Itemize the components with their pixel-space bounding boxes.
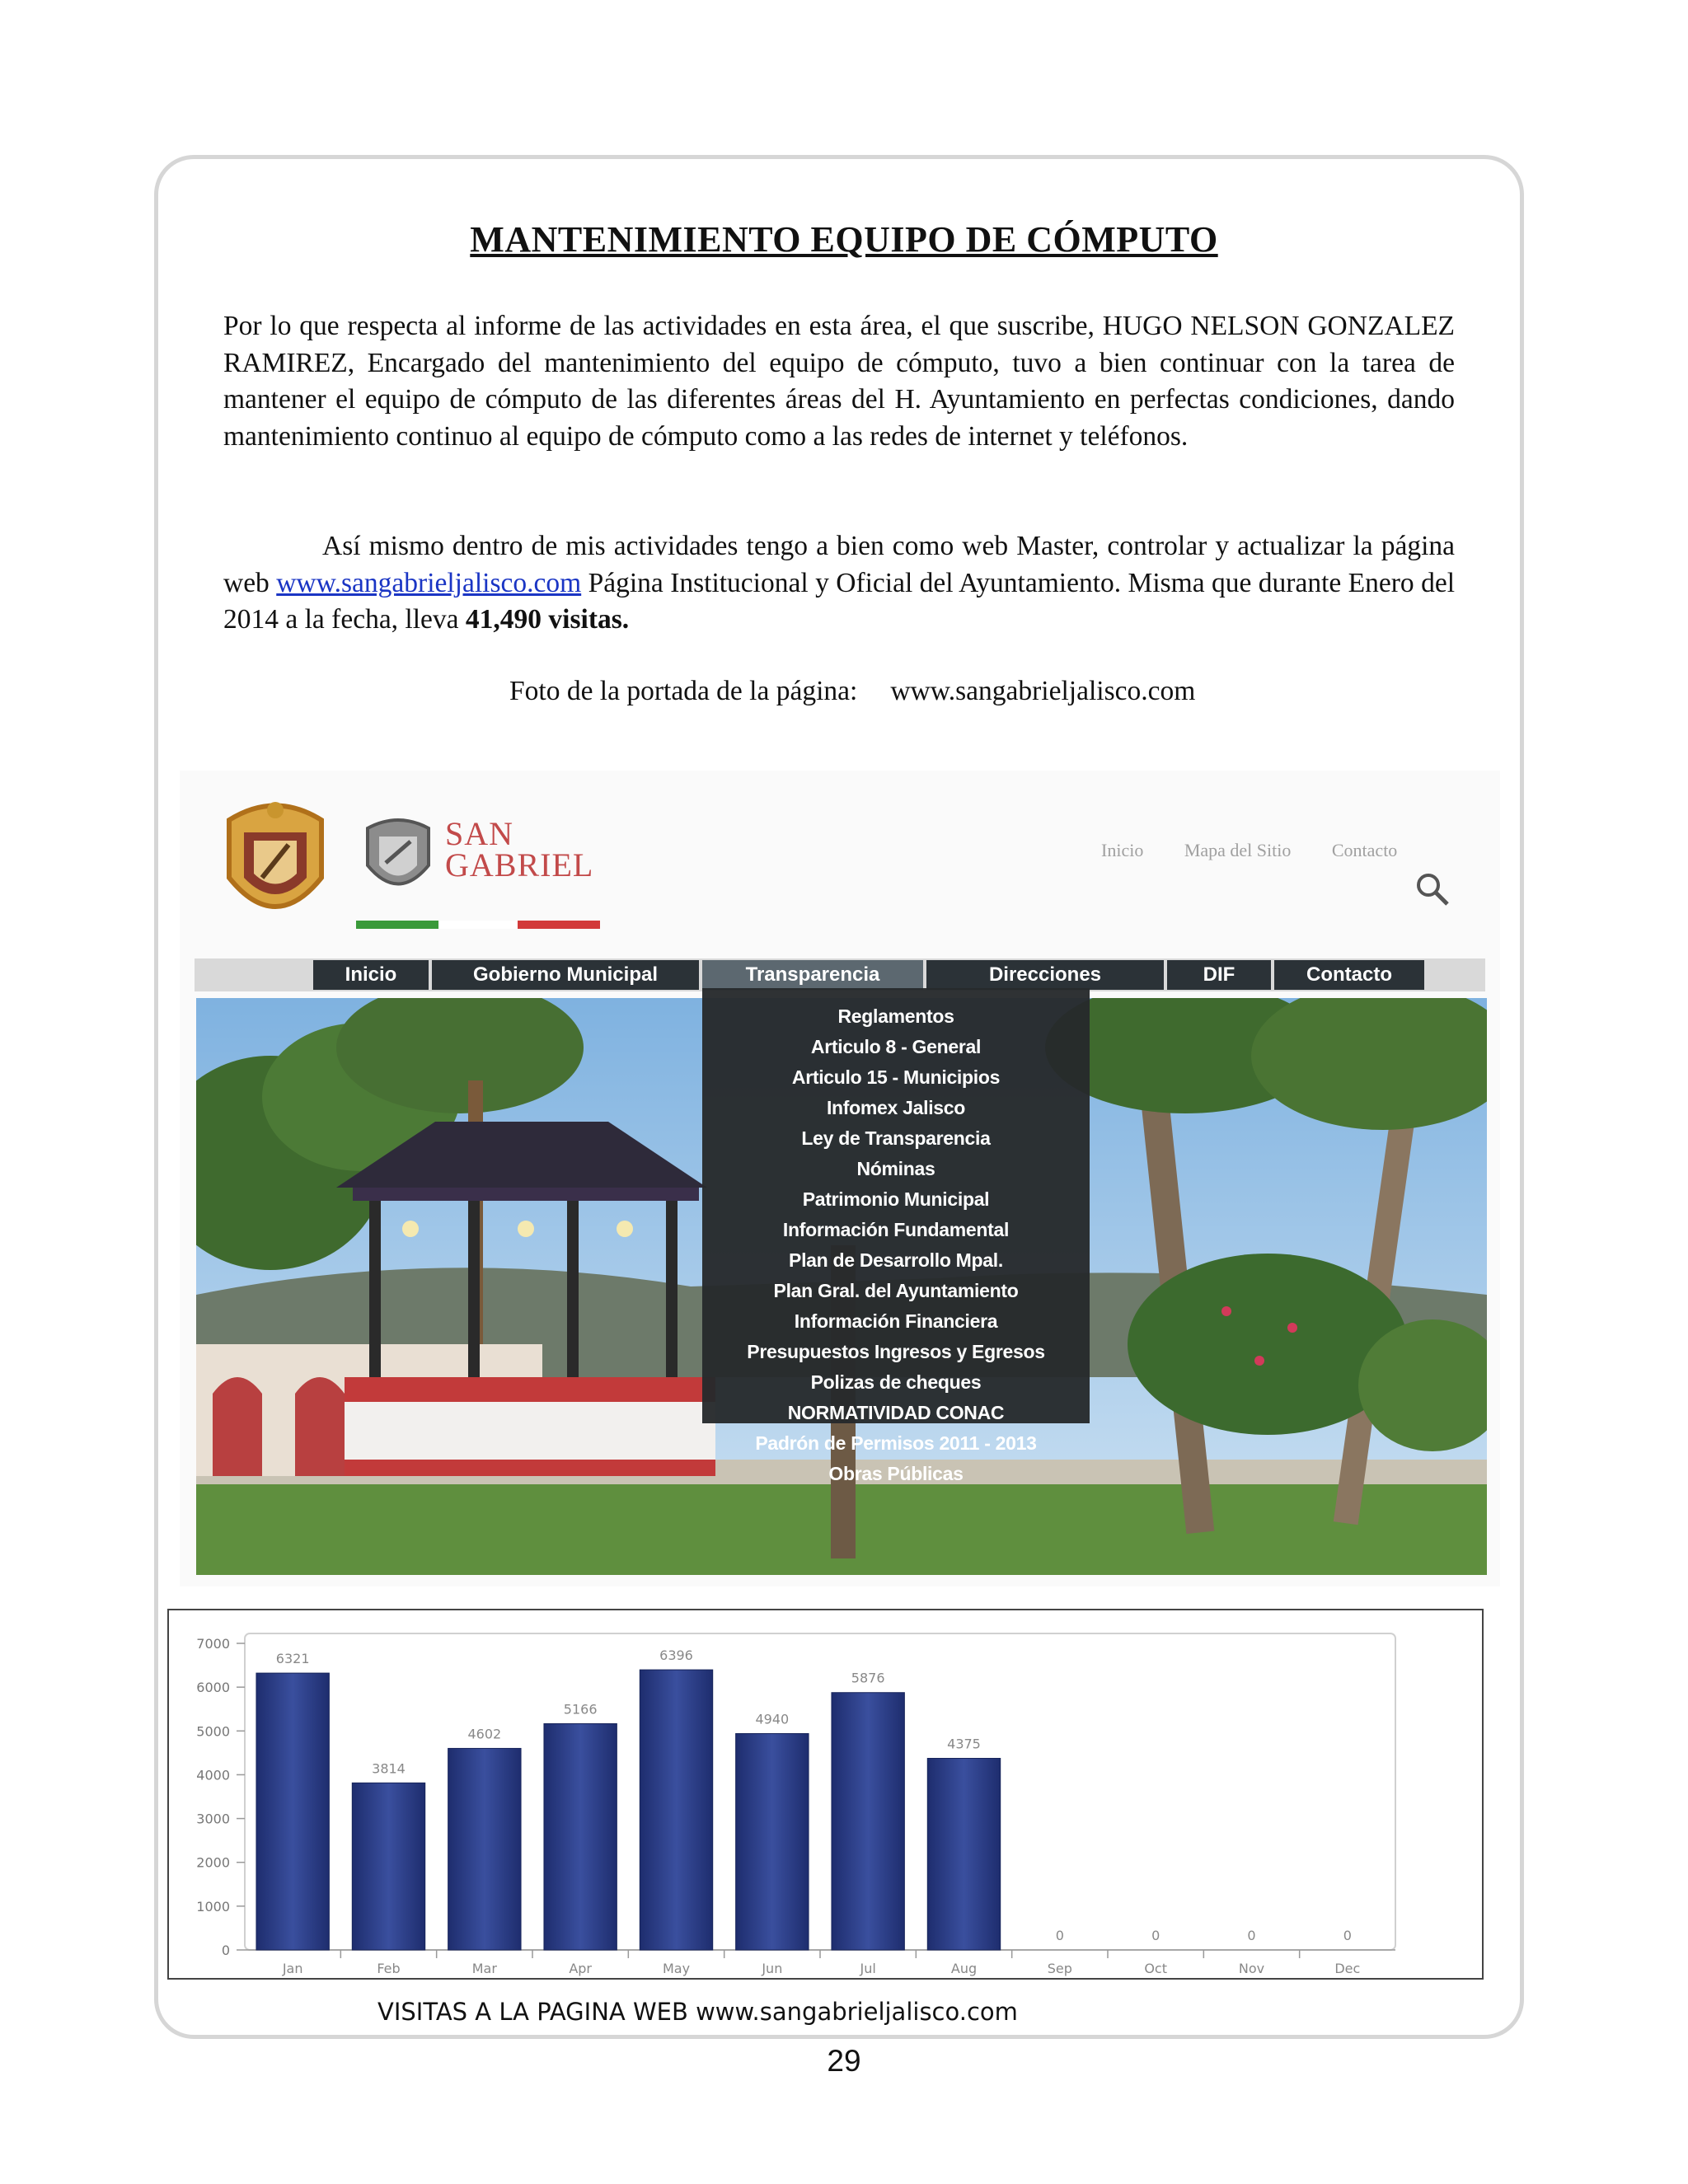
dropdown-item[interactable]: Padrón de Permisos 2011 - 2013 — [755, 1432, 1037, 1454]
bar — [736, 1733, 809, 1950]
dropdown-item[interactable]: Articulo 8 - General — [810, 1036, 982, 1057]
dropdown-item[interactable]: Información Financiera — [794, 1310, 998, 1332]
dropdown-item[interactable]: Patrimonio Municipal — [802, 1188, 990, 1210]
x-tick-label: Jan — [282, 1961, 303, 1976]
nav-inicio[interactable]: Inicio — [313, 960, 429, 990]
x-tick-label: Feb — [377, 1961, 401, 1976]
x-tick-label: Mar — [471, 1961, 497, 1976]
y-tick-label: 3000 — [196, 1811, 230, 1827]
data-label: 0 — [1151, 1928, 1160, 1943]
paragraph-1: Por lo que respecta al informe de las actividades en esta área, el que suscribe, HUGO NELSON GONZALEZ RAMIREZ, Encargado del mantenimiento del equipo de cómputo, tuvo a bien continuar con la tarea de mantener el equipo de cómputo de las diferentes áreas del H. Ayuntamiento en perfectas condiciones, dando mantenimiento continuo al equipo de cómputo como a las redes de internet y teléfonos. — [223, 311, 1455, 452]
data-label: 5166 — [563, 1701, 598, 1718]
x-tick-label: Jun — [762, 1961, 783, 1976]
dropdown-item[interactable]: Obras Públicas — [828, 1463, 964, 1484]
dropdown-item[interactable]: Presupuestos Ingresos y Egresos — [747, 1341, 1045, 1362]
x-tick-label: May — [662, 1961, 691, 1976]
y-tick-label: 4000 — [196, 1767, 230, 1783]
search-icon[interactable] — [1414, 871, 1451, 907]
top-link-inicio[interactable]: Inicio — [1101, 840, 1144, 860]
site-top-links — [1101, 840, 1433, 861]
data-label: 0 — [1247, 1928, 1256, 1943]
top-link-contacto[interactable]: Contacto — [1331, 840, 1398, 860]
bar — [832, 1693, 904, 1950]
chart-caption: VISITAS A LA PAGINA WEB www.sangabrieljalisco.com — [377, 1998, 1018, 2026]
brand-line-1: SAN — [445, 815, 514, 852]
data-label: 4940 — [755, 1711, 790, 1727]
nav-transparencia[interactable]: Transparencia — [702, 960, 923, 990]
nav-dif[interactable]: DIF — [1167, 960, 1271, 990]
coat-of-arms-icon — [221, 795, 330, 931]
visits-chart-svg — [169, 1610, 1482, 1978]
dropdown-item[interactable]: Infomex Jalisco — [826, 1097, 966, 1118]
transparencia-dropdown — [702, 988, 1090, 1484]
dropdown-item[interactable]: Plan de Desarrollo Mpal. — [789, 1249, 1003, 1271]
bar — [256, 1673, 329, 1950]
data-label: 0 — [1343, 1928, 1352, 1943]
flag-stripe — [356, 921, 600, 929]
dropdown-item[interactable]: Ley de Transparencia — [801, 1127, 991, 1149]
bar — [640, 1670, 712, 1950]
bar — [448, 1748, 521, 1950]
data-label: 0 — [1055, 1928, 1064, 1943]
x-tick-label: Apr — [569, 1961, 593, 1976]
website-screenshot — [180, 771, 1500, 1586]
x-tick-label: Sep — [1047, 1961, 1072, 1976]
dropdown-item[interactable]: Nóminas — [856, 1158, 935, 1179]
bar — [927, 1759, 1000, 1951]
dropdown-item[interactable]: Plan Gral. del Ayuntamiento — [773, 1280, 1019, 1301]
dropdown-item[interactable]: Información Fundamental — [782, 1219, 1010, 1240]
nav-contacto[interactable]: Contacto — [1274, 960, 1424, 990]
data-label: 6321 — [275, 1651, 310, 1667]
x-tick-label: Nov — [1238, 1961, 1265, 1976]
x-tick-label: Aug — [950, 1961, 978, 1976]
nav-gobierno[interactable]: Gobierno Municipal — [432, 960, 699, 990]
y-tick-label: 5000 — [196, 1723, 230, 1740]
bar — [544, 1723, 617, 1950]
dropdown-item[interactable]: Polizas de cheques — [810, 1371, 982, 1393]
visits-total: 41,490 visitas. — [465, 604, 630, 635]
nav-direcciones[interactable]: Direcciones — [926, 960, 1164, 990]
y-tick-label: 7000 — [196, 1636, 230, 1652]
paragraph-2 — [223, 528, 1455, 639]
top-link-mapa[interactable]: Mapa del Sitio — [1184, 840, 1292, 860]
y-tick-label: 2000 — [196, 1854, 230, 1871]
dropdown-item[interactable]: Articulo 15 - Municipios — [791, 1066, 1001, 1088]
x-tick-label: Dec — [1334, 1961, 1361, 1976]
x-tick-label: Oct — [1144, 1961, 1168, 1976]
x-tick-label: Jul — [860, 1961, 876, 1976]
visits-chart — [167, 1609, 1484, 1980]
paragraph-2-start: Así mismo dentro de mis actividades tengo a bien como web Master, controlar y actualizar la página web — [223, 531, 1455, 598]
page-number: 29 — [827, 2044, 861, 2078]
y-tick-label: 6000 — [196, 1680, 230, 1696]
photo-caption — [509, 676, 1195, 707]
bar — [352, 1783, 424, 1950]
dropdown-item[interactable]: Reglamentos — [837, 1005, 954, 1027]
data-label: 6396 — [659, 1647, 693, 1664]
data-label: 5876 — [851, 1670, 885, 1686]
photo-caption-label: Foto de la portada de la página: — [509, 676, 858, 706]
paragraph-2-middle: Página Institucional y Oficial del Ayuntamiento. Misma que durante Enero del 2014 a la fecha, lleva — [223, 567, 1456, 635]
dropdown-list — [702, 988, 1090, 1489]
y-tick-label: 0 — [221, 1943, 230, 1958]
website-link[interactable]: www.sangabrieljalisco.com — [276, 567, 582, 598]
site-brand — [445, 815, 594, 883]
dropdown-item[interactable]: NORMATIVIDAD CONAC — [787, 1402, 1005, 1423]
y-tick-label: 1000 — [196, 1898, 230, 1915]
logo-shield-icon — [361, 812, 435, 898]
data-label: 4375 — [947, 1736, 981, 1752]
data-label: 4602 — [467, 1726, 502, 1742]
photo-caption-url: www.sangabrieljalisco.com — [890, 676, 1196, 706]
page-title: MANTENIMIENTO EQUIPO DE CÓMPUTO — [470, 219, 1218, 260]
brand-line-2: GABRIEL — [445, 846, 594, 883]
data-label: 3814 — [372, 1760, 406, 1777]
